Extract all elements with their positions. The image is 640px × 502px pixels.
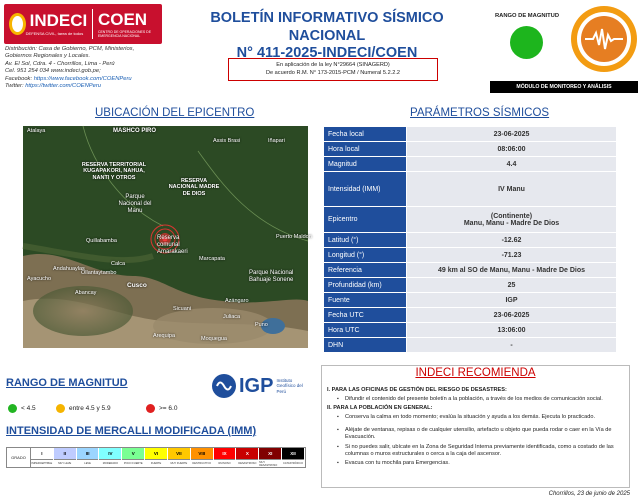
map-label: Reserva comunal Amarakaeri [157,235,188,255]
table-row [324,323,617,338]
mercalli-grade-number: XII [282,448,304,459]
param-value: 25 [407,278,617,293]
twitter-link[interactable]: https://twitter.com/COENPeru [25,83,101,90]
mercalli-grade-cell [214,448,237,467]
param-value: IV Manu [407,172,617,207]
red-dot-icon [146,404,155,413]
map-label: Sicuani [173,306,192,312]
mercalli-grade-label: CATASTRÓFICO [282,459,304,467]
grade-label: GRADO [7,448,31,467]
green-dot-icon [8,404,17,413]
param-key: Hora UTC [324,323,407,338]
param-key: Longitud (°) [324,248,407,263]
map-label: Ayacucho [27,276,52,282]
mercalli-grade-cell [122,448,145,467]
magnitude-range-heading: RANGO DE MAGNITUD [6,377,128,389]
legal-basis-box [228,58,438,81]
recommendation-item: ▪ Difundir el contenido del presente boletín a la población, a través de los medios de comunicación social. [327,396,627,403]
param-value: -71.23 [407,248,617,263]
distribution-line: Av. El Sol, Cdra. 4 - Chorrillos, Lima - Perú [5,60,115,67]
mercalli-grade-number: I [31,448,53,459]
mercalli-grade-number: V [122,448,144,459]
map-label: Parque Nacional Bahuaje Sonene [249,270,294,283]
mercalli-grade-label: MUY LEVE [54,459,76,467]
mercalli-grade-cell [191,448,214,467]
igp-subtitle: Instituto Geofísico del Perú [276,377,303,394]
coen-logo-text [98,11,162,38]
globe-icon [212,374,236,398]
map-label: Puno [255,322,268,328]
table-row [324,157,617,172]
mercalli-grade-number: VIII [191,448,213,459]
param-value: 49 km al SO de Manu, Manu - Madre De Dios [407,263,617,278]
param-key: Intensidad (IMM) [324,172,407,207]
recommendation-section-title: II. PARA LA POBLACIÓN EN GENERAL: [327,404,433,411]
param-key: Fecha UTC [324,308,407,323]
indeci-emblem-icon [9,13,26,35]
mercalli-grade-number: VII [168,448,190,459]
mercalli-grade-label: LEVE [77,459,99,467]
distribution-line: Gobiernos Regionales y Locales. [5,53,91,60]
monitoring-module-bar: MÓDULO DE MONITOREO Y ANÁLISIS [490,81,638,93]
igp-title: IGP [239,374,274,397]
logo-divider [92,9,93,39]
indeci-logo-title: INDECI [29,11,88,30]
epicenter-type: (Continente) [490,212,533,220]
mercalli-grade-number: X [236,448,258,459]
range-item [56,404,111,413]
facebook-line [5,76,175,83]
yellow-dot-icon [56,404,65,413]
param-value: -12.62 [407,233,617,248]
map-label: Calca [111,261,126,267]
param-value: 08:06:00 [407,142,617,157]
param-value: 23-06-2025 [407,127,617,142]
recommendation-section-title: I. PARA LAS OFICINAS DE GESTIÓN DEL RIESGO DE DESASTRES: [327,387,507,393]
table-row [324,233,617,248]
magnitude-range-label: RANGO DE MAGNITUD [494,13,560,19]
seismic-parameters-table [323,126,617,353]
mercalli-grade-number: III [77,448,99,459]
param-value: 4.4 [407,157,617,172]
facebook-link[interactable]: https://www.facebook.com/COENPeru [33,75,132,82]
epicenter-place: Manu, Manu - Madre De Dios [463,219,560,227]
mercalli-grade-label: DESASTROSO [236,459,258,467]
distribution-info [5,46,175,90]
table-row [324,293,617,308]
mercalli-grade-number: XI [259,448,281,459]
range-item-label: entre 4.5 y 5.9 [69,405,111,412]
map-label: Assis Brasi [213,138,241,144]
recommendation-item: ▪ Conserva la calma en todo momento; evalúa la situación y ayuda a los demás. Ejecuta lo practicado. [327,414,627,421]
indeci-logo-text [26,12,88,36]
param-key: Referencia [324,263,407,278]
mercalli-grade-number: II [54,448,76,459]
map-label: Ollantaytambo [81,270,117,276]
magnitude-indicator-dot [510,26,543,59]
map-label: Cusco [127,282,147,289]
map-label: Marcapata [199,256,225,262]
map-label: RESERVA TERRITORIAL KUGAPAKORI, NAHUA, NANTI Y OTROS [81,162,147,181]
param-key: Epicentro [324,207,407,233]
mercalli-grade-label: MODERADO [99,459,121,467]
map-label: Atalaya [27,128,46,134]
param-key: Fuente [324,293,407,308]
map-label: Arequipa [153,333,176,339]
legal-basis-line2: De acuerdo R.M. N° 173-2015-PCM / Numeral 5.2.2.2 [265,69,401,76]
seismograph-icon [571,6,637,72]
distribution-line: Distribución: Casa de Gobierno, PCM, Ministerios, [5,46,135,52]
mercalli-grade-cell [31,448,54,467]
parameters-heading: PARÁMETROS SÍSMICOS [410,107,550,119]
mercalli-grade-cell [99,448,122,467]
bulletin-number: N° 411-2025-INDECI/COEN [236,45,418,62]
range-item-label: < 4.5 [21,405,36,412]
param-key: Fecha local [324,127,407,142]
mercalli-grade-cell [259,448,282,467]
param-key: Latitud (°) [324,233,407,248]
legal-basis-line1: En aplicación de la ley N°29664 (SINAGERD) [276,62,390,68]
recommendation-item: ▪ Si no puedes salir, ubícate en la Zona de Seguridad Interna previamente identificada, como a costado de las columnas o muros estructurales o cerca a la caja del ascensor. [327,444,627,459]
map-label: Quillabamba [86,238,117,244]
param-value: IGP [407,293,617,308]
mercalli-grade-cell [282,448,305,467]
indeci-logo-subtitle: DEFENSA CIVIL, tarea de todos [25,31,84,36]
table-row [324,308,617,323]
bulletin-title-line1: BOLETÍN INFORMATIVO SÍSMICO NACIONAL [210,10,444,44]
epicenter-heading: UBICACIÓN DEL EPICENTRO [95,107,255,119]
map-label: Abancay [75,290,97,296]
param-key: Magnitud [324,157,407,172]
table-row [324,338,617,353]
recommendation-item: ▪ Aléjate de ventanas, repisas o de cualquier utensilio, artefacto u objeto que pueda rodar o caer en la Vía de Evacuación. [327,427,627,442]
table-row [324,278,617,293]
twitter-label: Twitter: [5,83,26,90]
mercalli-grade-label: POCO FUERTE [122,459,144,467]
mercalli-grade-label: MUY DESASTROSO [259,459,281,467]
mercalli-grade-number: IX [214,448,236,459]
bulletin-title [172,10,482,63]
table-row [324,127,617,142]
map-label: MASHCO PIRO [113,128,157,134]
twitter-line [5,83,175,90]
table-row [324,172,617,207]
map-label: Andahuaylas [53,266,85,272]
mercalli-grade-label: IMPERCEPTIBLE [31,459,53,467]
igp-logo [212,373,317,399]
range-item [146,404,177,413]
table-row [324,207,617,233]
param-key: Profundidad (km) [324,278,407,293]
param-value: 13:06:00 [407,323,617,338]
recommendation-text [327,386,627,467]
range-item-label: >= 6.0 [159,405,178,412]
range-item [8,404,36,413]
mercalli-grade-cell [145,448,168,467]
facebook-label: Facebook: [5,75,34,82]
param-value: 23-06-2025 [407,308,617,323]
distribution-line: Cel. 951 254 034 www.indeci.gob.pe; [5,68,101,75]
indeci-coen-logo [4,4,162,44]
mercalli-grade-number: VI [145,448,167,459]
mercalli-grade-label: FUERTE [145,459,167,467]
mercalli-scale-table [6,447,306,468]
map-label: Azángaro [225,298,249,304]
mercalli-grade-label: RUINOSO [214,459,236,467]
mercalli-grade-cell [168,448,191,467]
map-label: Moquegua [201,336,227,342]
param-value [407,207,617,233]
map-label: Puerto Maldon [276,234,312,240]
mercalli-heading: INTENSIDAD DE MERCALLI MODIFICADA (IMM) [6,425,257,437]
map-label: Parque Nacional del Manu [118,194,152,214]
epicenter-map[interactable] [23,126,312,348]
map-label: Iñapari [268,138,285,144]
recommendation-item: ▪ Evacua con tu mochila para Emergencias. [327,460,627,467]
recommendation-heading: INDECI RECOMIENDA [415,367,536,379]
param-key: DHN [324,338,407,353]
mercalli-grade-cell [54,448,77,467]
coen-logo-subtitle: CENTRO DE OPERACIONES DE EMERGENCIA NACIONAL [97,29,152,38]
mercalli-grade-number: IV [99,448,121,459]
map-label: RESERVA NACIONAL MADRE DE DIOS [168,178,220,197]
param-key: Hora local [324,142,407,157]
mercalli-grade-cell [77,448,100,467]
table-row [324,263,617,278]
mercalli-grade-label: DESTRUCTIVO [191,459,213,467]
map-label: Juliaca [223,314,241,320]
mercalli-grade-cell [236,448,259,467]
param-value: - [407,338,617,353]
footer-date: Chorrillos, 23 de junio de 2025 [548,491,630,497]
table-row [324,142,617,157]
table-row [324,248,617,263]
mercalli-grade-label: MUY FUERTE [168,459,190,467]
coen-logo-title: COEN [97,9,148,29]
